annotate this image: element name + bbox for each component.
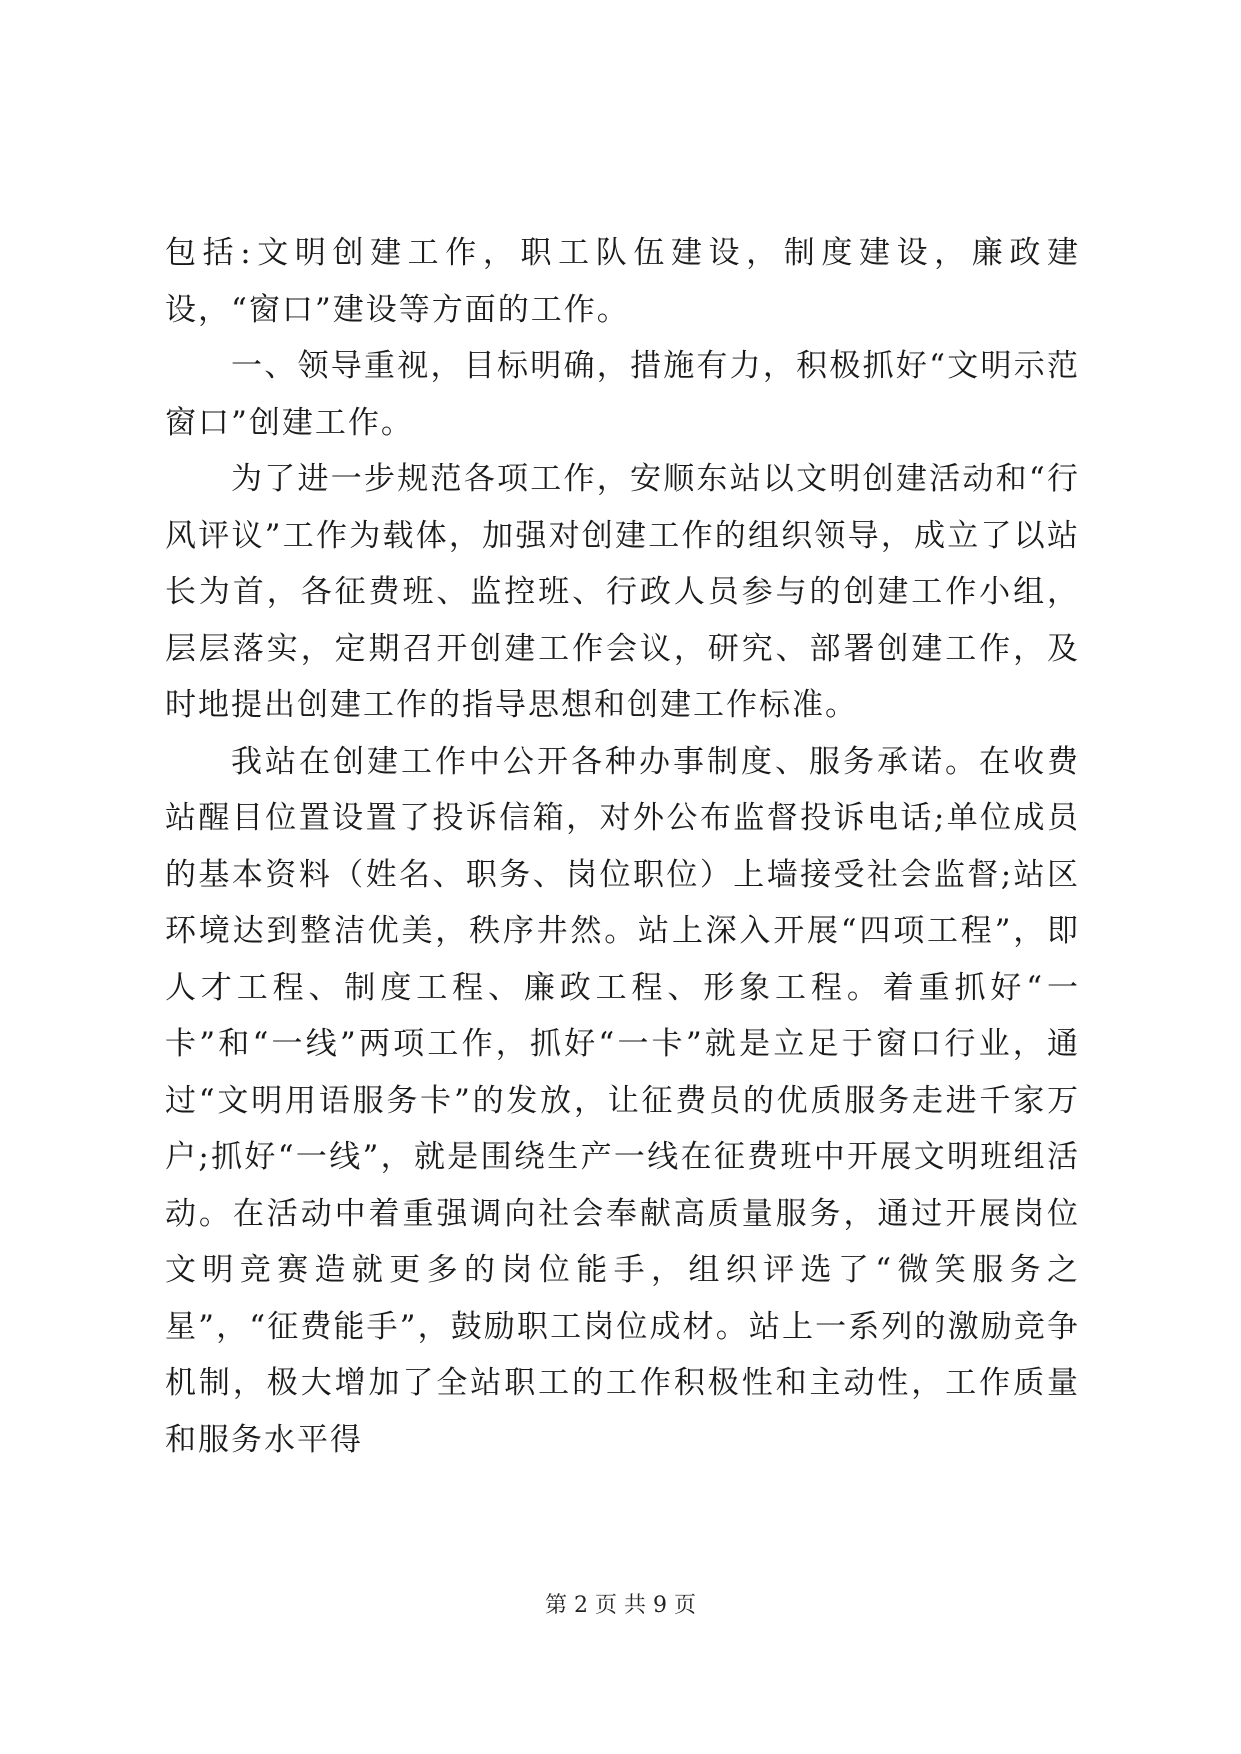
- section-heading: 一、领导重视，目标明确，措施有力，积极抓好“文明示范窗口”创建工作。: [165, 348, 1080, 441]
- paragraph: 我站在创建工作中公开各种办事制度、服务承诺。在收费站醒目位置设置了投诉信箱，对外公布监督投诉电话;单位成员的基本资料（姓名、职务、岗位职位）上墙接受社会监督;站区环境达到整洁优美，秩序井然。站上深入开展“四项工程”，即人才工程、制度工程、廉政工程、形象工程。着重抓好“一卡”和“一线”两项工作，抓好“一卡”就是立足于窗口行业，通过“文明用语服务卡”的发放，让征费员的优质服务走进千家万户;抓好“一线”，就是围绕生产一线在征费班中开展文明班组活动。在活动中着重强调向社会奉献高质量服务，通过开展岗位文明竞赛造就更多的岗位能手，组织评选了“微笑服务之星”，“征费能手”，鼓励职工岗位成材。站上一系列的激励竞争机制，极大增加了全站职工的工作积极性和主动性，工作质量和服务水平得: [165, 743, 1080, 1458]
- page-number: 第 2 页 共 9 页: [545, 1593, 696, 1618]
- paragraph: 为了进一步规范各项工作，安顺东站以文明创建活动和“行风评议”工作为载体，加强对创建工作的组织领导，成立了以站长为首，各征费班、监控班、行政人员参与的创建工作小组，层层落实，定期召开创建工作会议，研究、部署创建工作，及时地提出创建工作的指导思想和创建工作标准。: [165, 461, 1080, 723]
- paragraph-continuation: 包括:文明创建工作，职工队伍建设，制度建设，廉政建设，“窗口”建设等方面的工作。: [165, 235, 1080, 328]
- document-body: [165, 225, 1080, 1468]
